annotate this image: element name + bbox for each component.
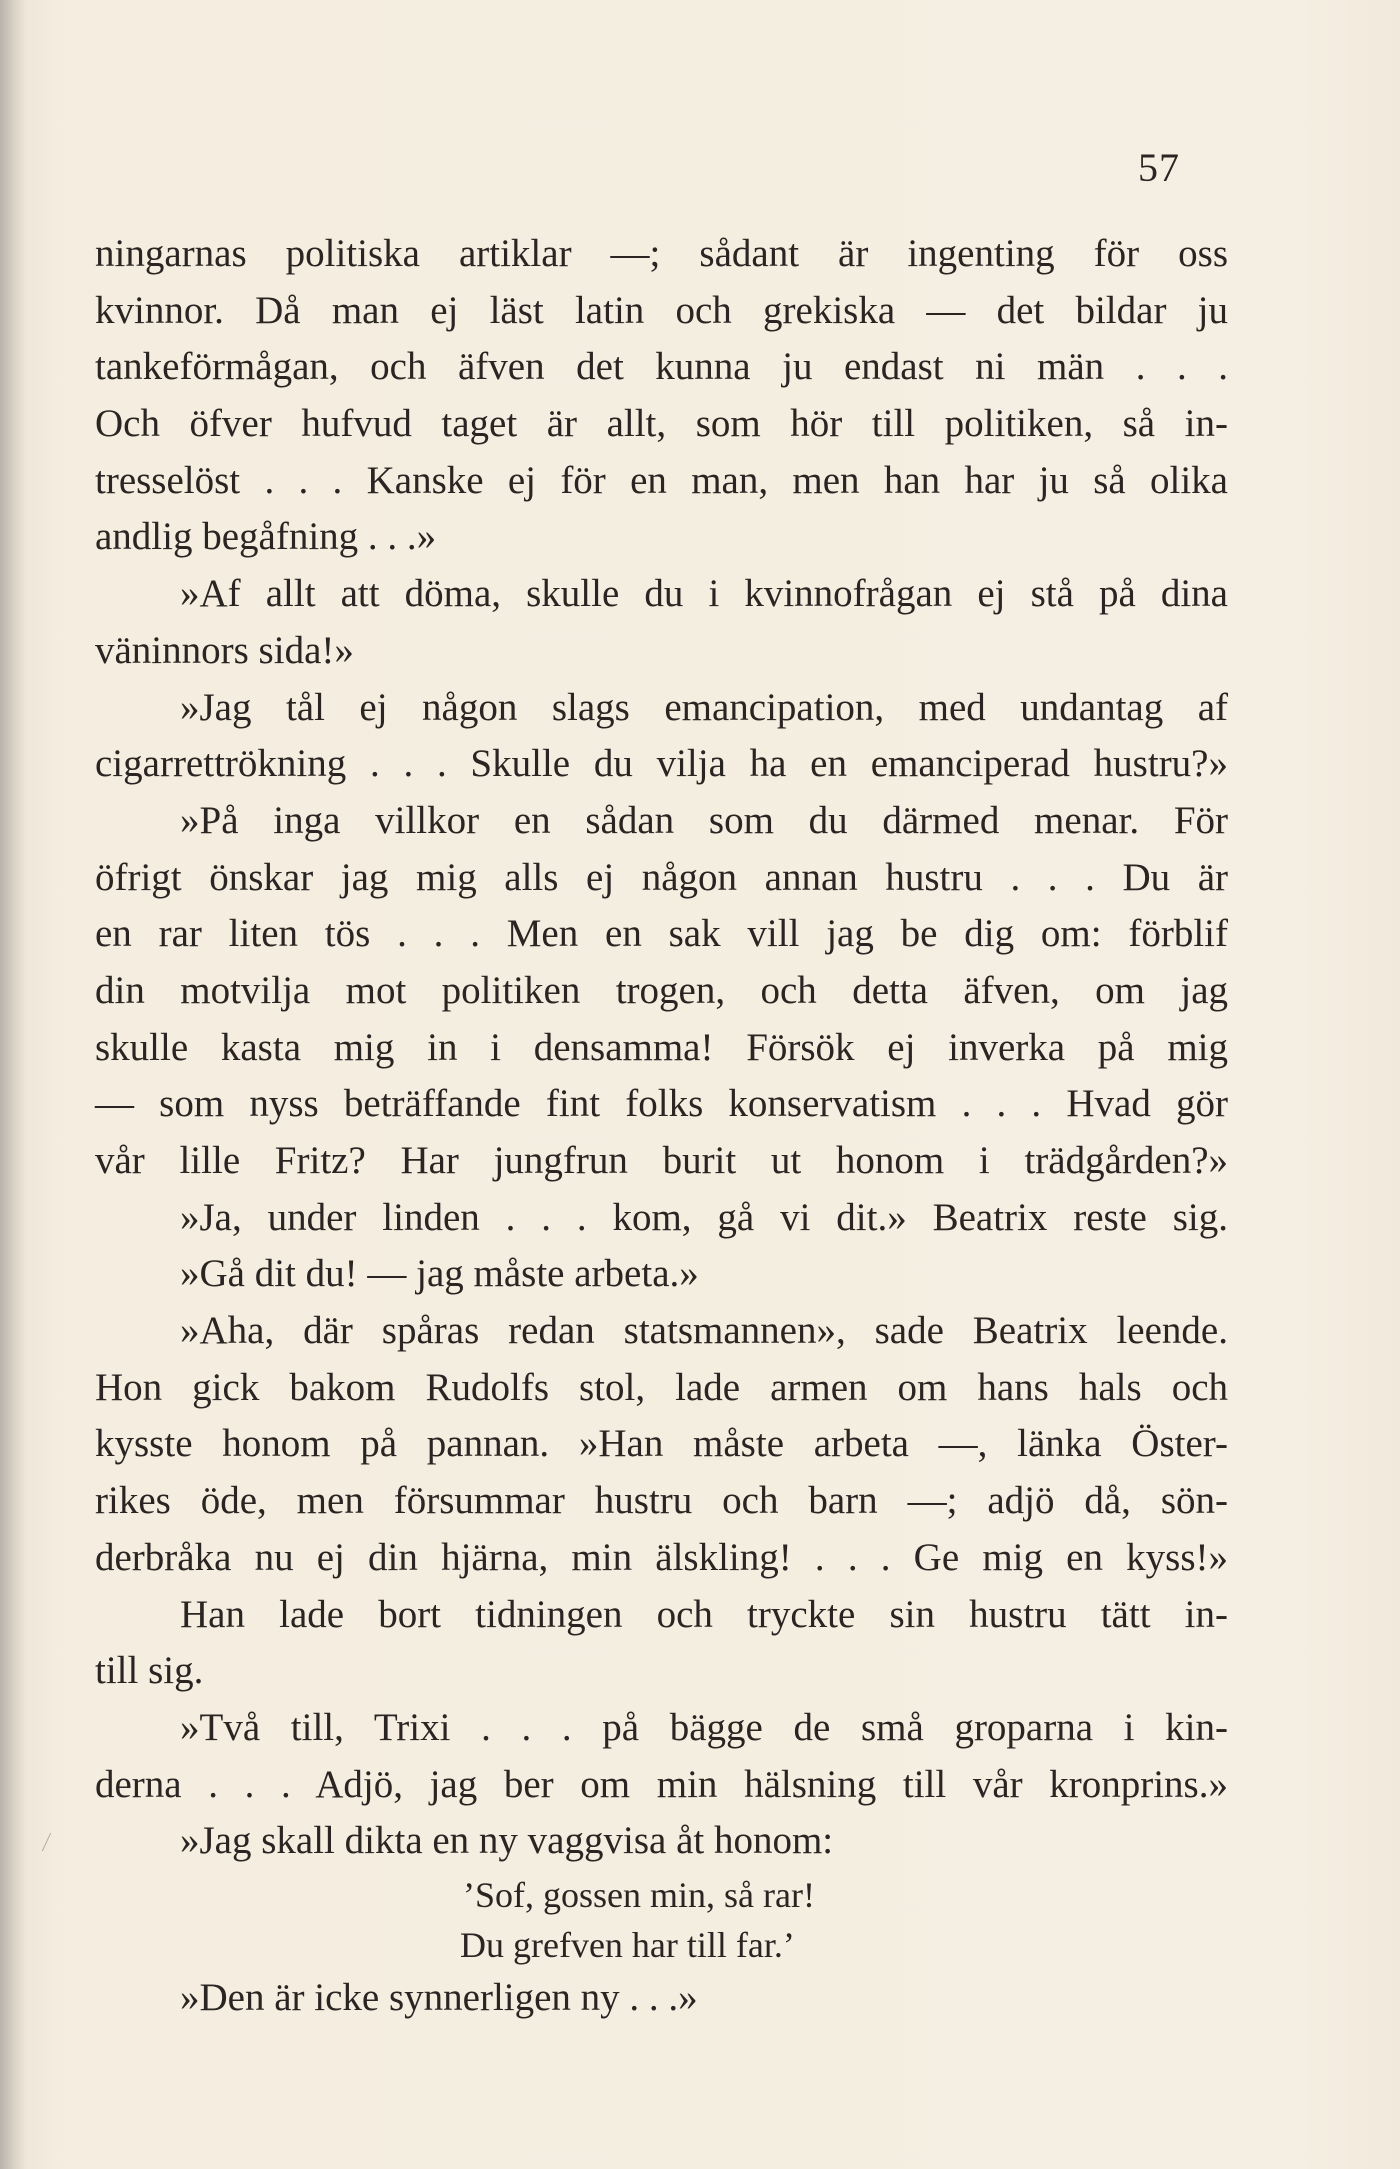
text-line: ningarnas politiska artiklar —; sådant är ingenting för oss [95,232,1228,275]
text-line: cigarrettrökning . . . Skulle du vilja ha en emanciperad hustru?» [95,742,1228,786]
text-line: — som nyss beträffande fint folks konservatism . . . Hvad gör [95,1082,1228,1126]
text-line: »Gå dit du! — jag måste arbeta.» [180,1252,699,1296]
text-line: tresselöst . . . Kanske ej för en man, men han har ju så olika [95,458,1228,502]
text-line: rikes öde, men försummar hustru och barn —; adjö då, sön- [95,1479,1228,1523]
body-text [95,226,1228,2027]
text-line: kysste honom på pannan. »Han måste arbeta —, länka Öster- [95,1422,1228,1466]
text-line: »Af allt att döma, skulle du i kvinnofrågan ej stå på dina [180,572,1228,616]
text-line: »Ja, under linden . . . kom, gå vi dit.» Beatrix reste sig. [180,1195,1228,1239]
text-line: väninnors sida!» [95,628,354,672]
text-line: vår lille Fritz? Har jungfrun burit ut honom i trädgården?» [95,1139,1228,1182]
text-line: »Jag skall dikta en ny vaggvisa åt honom: [180,1819,834,1863]
text-line: »Aha, där spåras redan statsmannen», sade Beatrix leende. [180,1309,1228,1353]
text-line: öfrigt önskar jag mig alls ej någon annan hustru . . . Du är [95,855,1228,899]
text-line: kvinnor. Då man ej läst latin och grekiska — det bildar ju [95,288,1228,332]
text-line: »Två till, Trixi . . . på bägge de små groparna i kin- [180,1705,1228,1749]
text-line: skulle kasta mig in i densamma! Försök ej inverka på mig [95,1025,1228,1069]
text-line: derna . . . Adjö, jag ber om min hälsning till vår kronprins.» [95,1762,1228,1806]
text-line: Hon gick bakom Rudolfs stol, lade armen om hans hals och [95,1365,1228,1409]
text-line: andlig begåfning . . .» [95,515,437,559]
text-line: Och öfver hufvud taget är allt, som hör till politiken, så in- [95,402,1228,446]
verse-line: Du grefven har till far.’ [460,1924,795,1965]
text-line: derbråka nu ej din hjärna, min älskling! . . . Ge mig en kyss!» [95,1535,1228,1579]
text-line: en rar liten tös . . . Men en sak vill jag be dig om: förblif [95,912,1228,956]
text-line: till sig. [95,1649,204,1693]
page-number: 57 [1138,145,1180,190]
verse-line: ’Sof, gossen min, så rar! [463,1874,815,1915]
text-line: din motvilja mot politiken trogen, och detta äfven, om jag [95,968,1228,1012]
closing-line: »Den är icke synnerligen ny . . .» [180,1975,698,2019]
text-line: »Jag tål ej någon slags emancipation, med undantag af [180,685,1228,729]
text-line: »På inga villkor en sådan som du därmed menar. För [180,798,1228,842]
paper-speck [42,1833,51,1852]
text-line: Han lade bort tidningen och tryckte sin hustru tätt in- [180,1592,1228,1636]
text-line: tankeförmågan, och äfven det kunna ju endast ni män . . . [95,345,1228,389]
